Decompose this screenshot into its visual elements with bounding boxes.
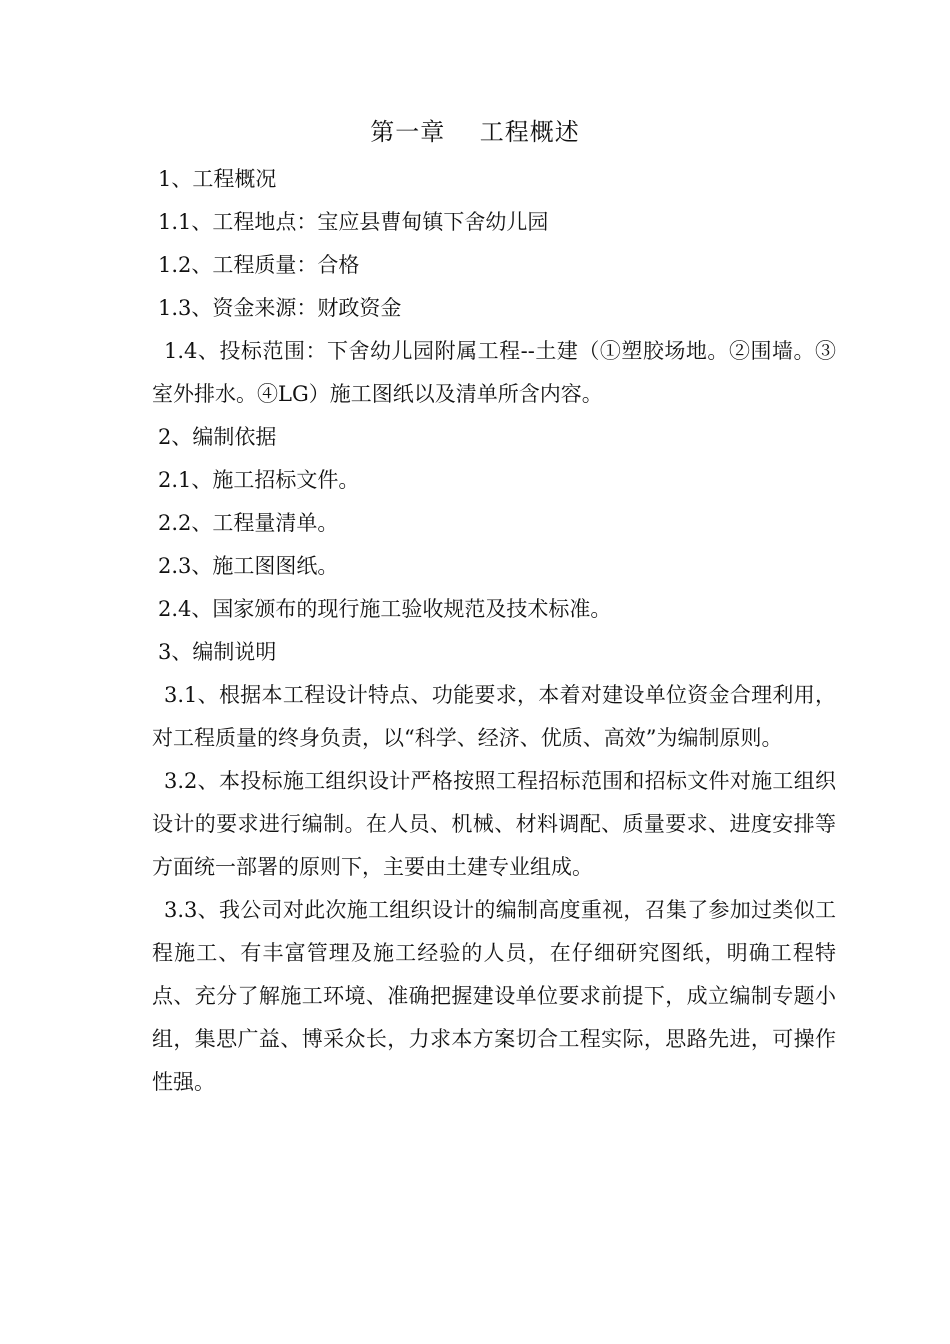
- section-heading-3: 3、编制说明: [158, 640, 277, 664]
- section-heading-1: 1、工程概况: [158, 167, 277, 191]
- paragraph-3-1: [152, 674, 836, 760]
- item-2-4: 2.4、国家颁布的现行施工验收规范及技术标准。: [158, 597, 612, 621]
- item-2-2: 2.2、工程量清单。: [158, 511, 339, 535]
- item-2-3: 2.3、施工图图纸。: [158, 554, 339, 578]
- item-1-3: 1.3、资金来源：财政资金: [158, 296, 402, 320]
- paragraph-3-3: [152, 889, 836, 1104]
- paragraph-3-1-text: 3.1、根据本工程设计特点、功能要求，本着对建设单位资金合理利用，对工程质量的终身负责，以“科学、经济、优质、高效”为编制原则。: [152, 683, 836, 750]
- paragraph-3-2: [152, 760, 836, 889]
- chapter-title: 第一章 工程概述: [370, 118, 580, 146]
- item-1-2: 1.2、工程质量：合格: [158, 253, 360, 277]
- section-heading-2: 2、编制依据: [158, 425, 277, 449]
- item-2-1: 2.1、施工招标文件。: [158, 468, 360, 492]
- paragraph-3-2-text: 3.2、本投标施工组织设计严格按照工程招标范围和招标文件对施工组织设计的要求进行编制。在人员、机械、材料调配、质量要求、进度安排等方面统一部署的原则下，主要由土建专业组成。: [152, 769, 836, 879]
- item-1-1: 1.1、工程地点：宝应县曹甸镇下舍幼儿园: [158, 210, 549, 234]
- paragraph-1-4: [152, 330, 836, 416]
- document-body: [152, 158, 836, 1104]
- paragraph-3-3-text: 3.3、我公司对此次施工组织设计的编制高度重视，召集了参加过类似工程施工、有丰富管理及施工经验的人员，在仔细研究图纸，明确工程特点、充分了解施工环境、准确把握建设单位要求前提下，成立编制专题小组，集思广益、博采众长，力求本方案切合工程实际，思路先进，可操作性强。: [152, 898, 836, 1094]
- paragraph-1-4-text: 1.4、投标范围：下舍幼儿园附属工程--土建（①塑胶场地。②围墙。③室外排水。④LG）施工图纸以及清单所含内容。: [152, 339, 836, 406]
